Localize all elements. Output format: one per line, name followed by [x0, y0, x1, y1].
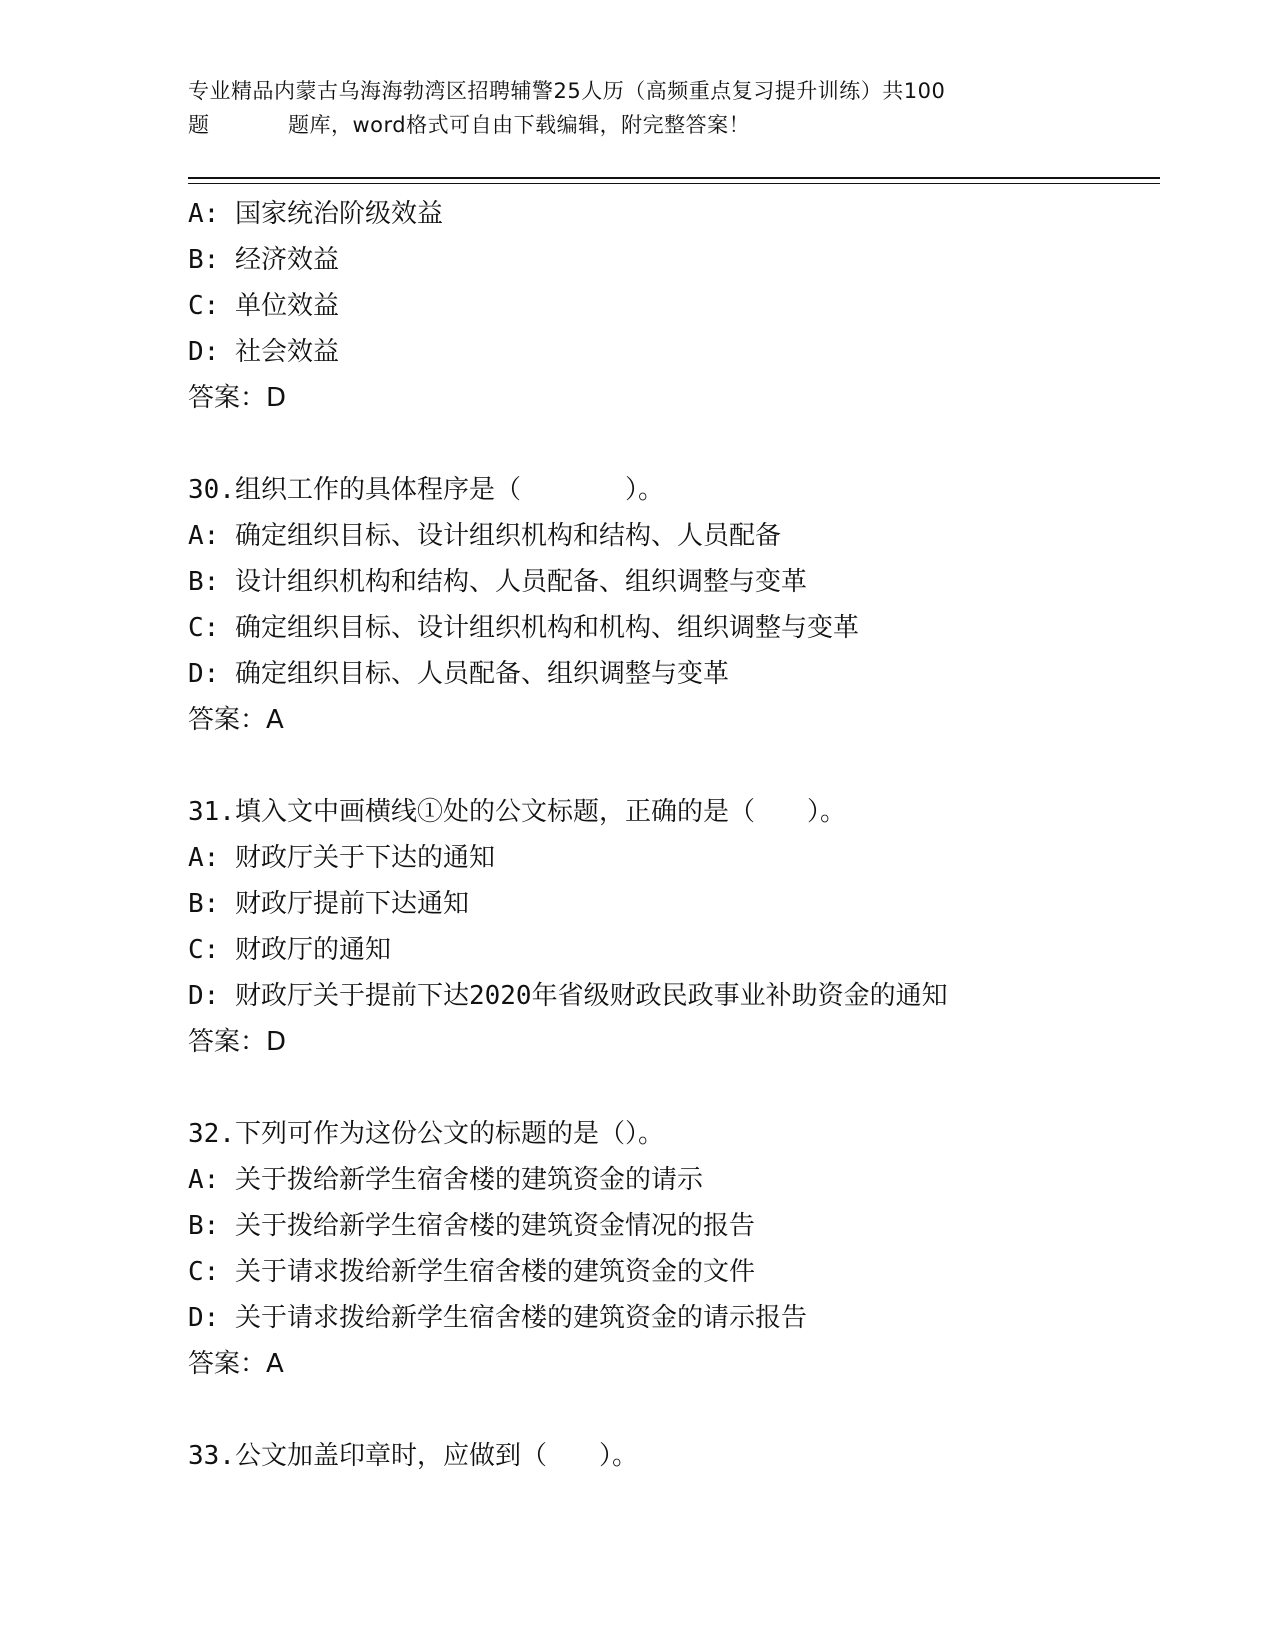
option-c: C: 关于请求拨给新学生宿舍楼的建筑资金的文件	[188, 1257, 755, 1287]
option-b: B: 经济效益	[188, 245, 339, 275]
document-header	[188, 74, 1068, 142]
answer-line: 答案：A	[188, 705, 284, 735]
answer-line: 答案：D	[188, 1027, 287, 1057]
question-33	[188, 1433, 1148, 1479]
option-a: A: 国家统治阶级效益	[188, 199, 443, 229]
header-title-line2	[188, 108, 1068, 142]
header-title-line2-lead: 题	[188, 113, 210, 137]
option-a: A: 确定组织目标、设计组织机构和结构、人员配备	[188, 521, 781, 551]
question-text: 31.填入文中画横线①处的公文标题，正确的是（ ）。	[188, 797, 846, 827]
option-c: C: 单位效益	[188, 291, 339, 321]
option-b: B: 关于拨给新学生宿舍楼的建筑资金情况的报告	[188, 1211, 755, 1241]
option-b: B: 设计组织机构和结构、人员配备、组织调整与变革	[188, 567, 807, 597]
header-title-line1: 专业精品内蒙古乌海海勃湾区招聘辅警25人历（高频重点复习提升训练）共100	[188, 79, 946, 103]
question-text: 32.下列可作为这份公文的标题的是（）。	[188, 1119, 664, 1149]
header-divider-thin	[188, 183, 1160, 184]
option-a: A: 关于拨给新学生宿舍楼的建筑资金的请示	[188, 1165, 703, 1195]
question-text: 33.公文加盖印章时，应做到（ ）。	[188, 1441, 638, 1471]
answer-line: 答案：A	[188, 1349, 284, 1379]
option-b: B: 财政厅提前下达通知	[188, 889, 469, 919]
question-list	[188, 191, 1148, 1479]
question-32	[188, 1111, 1148, 1387]
spacer	[188, 1065, 1148, 1111]
question-31	[188, 789, 1148, 1065]
question-text: 30.组织工作的具体程序是（ ）。	[188, 475, 664, 505]
option-d: D: 社会效益	[188, 337, 339, 367]
option-c: C: 确定组织目标、设计组织机构和机构、组织调整与变革	[188, 613, 859, 643]
option-c: C: 财政厅的通知	[188, 935, 391, 965]
spacer	[188, 421, 1148, 467]
question-30	[188, 467, 1148, 743]
spacer	[188, 1387, 1148, 1433]
answer-line: 答案：D	[188, 383, 287, 413]
question-29	[188, 191, 1148, 421]
option-d: D: 关于请求拨给新学生宿舍楼的建筑资金的请示报告	[188, 1303, 807, 1333]
spacer	[188, 743, 1148, 789]
header-divider-thick	[188, 177, 1160, 179]
header-title-line2-rest: 题库，word格式可自由下载编辑，附完整答案！	[288, 113, 751, 137]
option-d: D: 确定组织目标、人员配备、组织调整与变革	[188, 659, 729, 689]
option-d: D: 财政厅关于提前下达2020年省级财政民政事业补助资金的通知	[188, 981, 948, 1011]
option-a: A: 财政厅关于下达的通知	[188, 843, 495, 873]
